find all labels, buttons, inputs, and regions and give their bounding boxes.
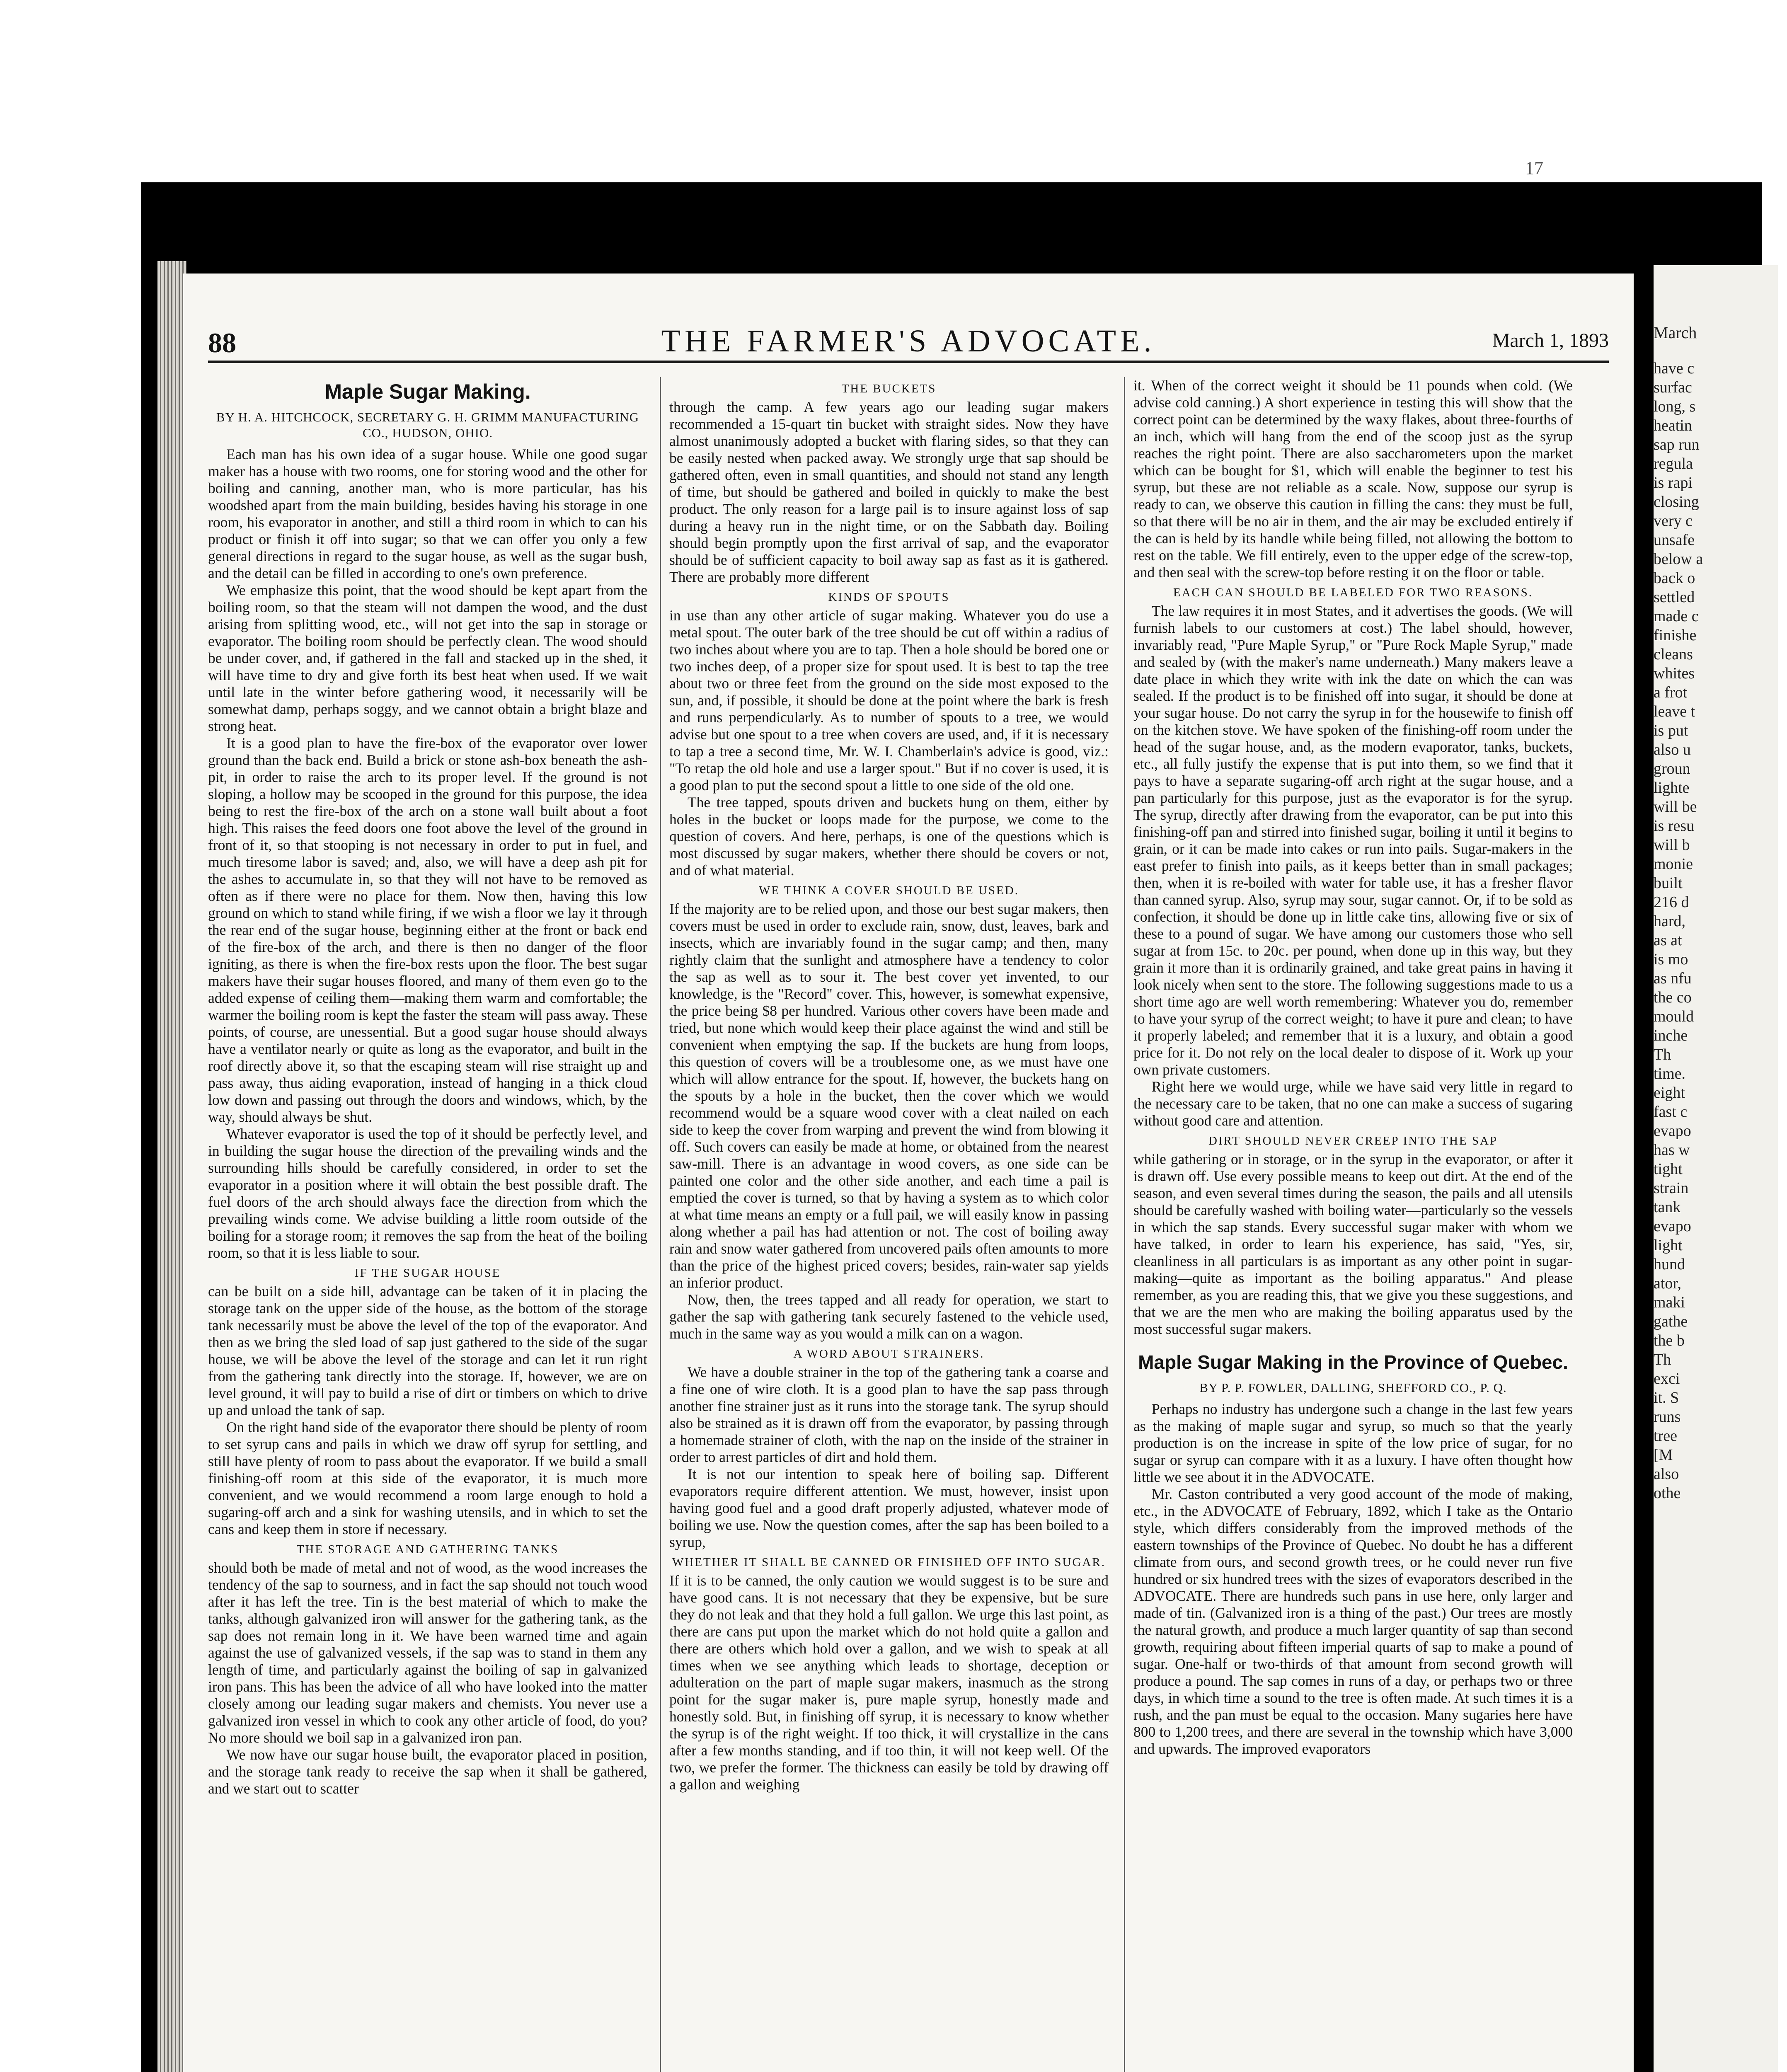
adjacent-page (1654, 265, 1778, 2072)
adjacent-page-line: regula (1654, 455, 1693, 472)
adjacent-page-line: mould (1654, 1008, 1694, 1025)
book-page-edges (157, 261, 186, 2072)
section-heading: DIRT SHOULD NEVER CREEP INTO THE SAP (1208, 1134, 1498, 1147)
adjacent-page-line: eight (1654, 1084, 1685, 1101)
adjacent-page-line: Th (1654, 1351, 1671, 1368)
adjacent-page-line: time. (1654, 1065, 1686, 1082)
paragraph: It is a good plan to have the fire-box of the evaporator over lower ground than the back end. Build a brick or stone ash-box beneath the ash-pit, in order to raise the arch to its proper level. If the ground is not sloping, a hollow may be scooped in the ground for this purpose, the idea being to rest the fire-box of the arch on a stone wall built about a foot high. This raises the feed doors one foot above the level of the ground in front of it, so that stooping is not necessary in order to put in fuel, and much tiresome labor is saved; and, also, we will have a deep ash pit for the ashes to accumulate in, so that they will not have to be removed as often as if there were no place for them. Now then, having this low ground on which to stand while firing, if we wish a floor we lay it through the rear end of the sugar house, beginning either at the front or back end of the fire-box of the arch, and there is then no danger of the floor igniting, as there is when the fire-box rests upon the floor. The best sugar makers have their sugar houses floored, and many of them even go to the added expense of ceiling them—making them warm and comfortable; the warmer the boiling room is kept the faster the steam will pass away. These points, of course, are unessential. But a good sugar house should always have a ventilator nearly or quite as long as the evaporator, and built in the roof directly above it, so that the escaping steam will rise straight up and pass away, thus aiding evaporation, instead of hanging in a thick cloud low down and passing out through the doors and windows, which, by the way, should always be shut. (208, 735, 647, 1125)
adjacent-page-line: inche (1654, 1027, 1688, 1044)
paragraph: Now, then, the trees tapped and all ready for operation, we start to gather the sap with gathering tank securely fastened to the vehicle used, much in the same way as you would a milk can on a wagon. (669, 1291, 1109, 1342)
scan-margin-top (0, 0, 1787, 182)
column-1 (208, 377, 647, 2072)
adjacent-page-line: ator, (1654, 1275, 1682, 1292)
page-number: 88 (208, 327, 236, 358)
adjacent-page-line: [M (1654, 1446, 1673, 1464)
adjacent-page-line: hund (1654, 1256, 1685, 1273)
adjacent-page-line: whites (1654, 665, 1695, 682)
paragraph: If the majority are to be relied upon, and those our best sugar makers, then covers must be used in order to exclude rain, snow, dust, leaves, bark and insects, which are invariably found in the sugar camp; and then, many rightly claim that the sunlight and atmosphere have a tendency to color the sap as well as to sour it. The best cover yet invented, to our knowledge, is the "Record" cover. This, however, is somewhat expensive, the price being $8 per hundred. Various other covers have been made and tried, but none which would keep their place against the wind and still be convenient when emptying the sap. If the buckets are hung from loops, this question of covers will be a troublesome one, as we must have one which will allow entrance for the spout. If, however, the buckets hang on the spouts by a hole in the bucket, then the cover which we would recommend would be a square wood cover with a cleat nailed on each side to keep the cover from warping and prevent the wind from blowing it off. Such covers can easily be made at home, or obtained from the nearest saw-mill. There is an advantage in wood covers, as one side can be painted one color and the other side another, and each time a pail is emptied the cover is turned, so that by having a system as to which color at what time means an empty or a full pail, we will easily know in passing along whether a pail has had attention or not. The cost of boiling away rain and snow water gathered from uncovered pails often amounts to more than the price of the highest priced covers; besides, rain-water sap yields an inferior product. (669, 900, 1109, 1291)
adjacent-page-line: Th (1654, 1046, 1671, 1063)
masthead: THE FARMER'S ADVOCATE. (661, 324, 1156, 358)
adjacent-page-line: strain (1654, 1179, 1689, 1197)
adjacent-page-line: maki (1654, 1294, 1685, 1311)
paragraph: Right here we would urge, while we have said very little in regard to the necessary care to be taken, that no one can make a success of sugaring without good care and attention. (1133, 1078, 1573, 1129)
paragraph: in use than any other article of sugar making. Whatever you do use a metal spout. The outer bark of the tree should be cut off within a radius of two inches about where you are to tap. Then a hole should be bored one or two inches deep, of a proper size for spout used. It is best to tap the tree about two or three feet from the ground on the side most exposed to the sun, and, if possible, it should be done at the point where the bark is fresh and runs perpendicularly. As to number of spouts to a tree, we would advise but one spout to a tree when covers are used, and, if it is necessary to tap a tree a second time, Mr. W. I. Chamberlain's advice is good, viz.: "To retap the old hole and use a larger spout." But if no cover is used, it is a good plan to put the second spout a little to one side of the old one. (669, 607, 1109, 794)
section-heading: WHETHER IT SHALL BE CANNED OR FINISHED OFF INTO SUGAR. (672, 1556, 1106, 1569)
section-heading: EACH CAN SHOULD BE LABELED FOR TWO REASONS. (1173, 586, 1533, 599)
adjacent-page-text (1654, 359, 1778, 1503)
adjacent-page-line: evapo (1654, 1122, 1691, 1140)
adjacent-page-line: light (1654, 1237, 1683, 1254)
adjacent-page-line: gathe (1654, 1313, 1688, 1330)
adjacent-page-line: othe (1654, 1484, 1681, 1502)
adjacent-page-line: groun (1654, 760, 1690, 777)
adjacent-page-line: also u (1654, 741, 1691, 758)
paragraph: We emphasize this point, that the wood should be kept apart from the boiling room, so that the steam will not dampen the wood, and the dust arising from splitting wood, etc., will not get into the sap in storage or evaporator. The boiling room should be perfectly clean. The wood should be under cover, and, if gathered in the fall and stacked up in the shed, it will have time to dry and give forth its best heat when used. If we wait until late in the winter before gathering wood, it necessarily will be somewhat damp, perhaps soggy, and we cannot obtain a bright blaze and strong heat. (208, 582, 647, 734)
adjacent-page-line: tank (1654, 1198, 1681, 1216)
adjacent-page-line: have c (1654, 360, 1695, 377)
paragraph: through the camp. A few years ago our leading sugar makers recommended a 15-quart tin bucket with straight sides. Now they have almost unanimously adopted a bucket with flaring sides, so that they can be easily nested when packed away. We strongly urge that sap should be gathered often, even in small quantities, and should not stand any length of time, but should be gathered and boiled in quickly to make the best product. The only reason for a large pail is to insure against loss of sap during a heavy run in the night time, or on the Sabbath day. Boiling should begin promptly upon the first arrival of sap, and the evaporator should be of sufficient capacity to boil away sap as fast as it is gathered. There are probably more different (669, 399, 1109, 585)
paragraph: It is not our intention to speak here of boiling sap. Different evaporators require different attention. We must, however, insist upon having good fuel and a good draft properly adjusted, whatever mode of boiling we use. Now the question comes, after the sap has been boiled to a syrup, (669, 1466, 1109, 1550)
adjacent-page-line: very c (1654, 512, 1693, 530)
column-3 (1124, 377, 1573, 2072)
section-heading: A WORD ABOUT STRAINERS. (793, 1347, 985, 1360)
adjacent-page-line: long, s (1654, 398, 1696, 415)
paragraph: We have a double strainer in the top of the gathering tank a coarse and a fine one of wire cloth. It is a good plan to have the sap pass through another fine strainer just as it runs into the storage tank. The syrup should also be strained as it is drawn off from the evaporator, by passing through a homemade strainer of cloth, with the nap on the inside of the strainer in order to arrest particles of dirt and hold them. (669, 1364, 1109, 1465)
adjacent-page-line: monie (1654, 855, 1693, 873)
adjacent-page-line: also (1654, 1465, 1679, 1483)
adjacent-page-line: leave t (1654, 703, 1695, 720)
section-heading: KINDS OF SPOUTS (828, 591, 950, 604)
adjacent-page-line: closing (1654, 493, 1699, 511)
section-heading: IF THE SUGAR HOUSE (354, 1266, 501, 1280)
paragraph: If it is to be canned, the only caution we would suggest is to be sure and have good cans. It is not necessary that they be expensive, but be sure they do not leak and that they hold a full gallon. We urge this last point, as there are cans put upon the market which do not hold quite a gallon and there are others which hold over a gallon, and we wish to speak at all times when we see anything which leads to shortage, deception or adulteration on the part of maple sugar makers, inasmuch as the strong point for the sugar maker is, pure maple syrup, honestly made and honestly sold. But, in finishing off syrup, it is necessary to know whether the syrup is of the right weight. If too thick, it will crystallize in the cans after a few months standing, and if too thin, it will not keep well. Of the two, we prefer the former. The thickness can easily be told by drawing off a gallon and weighing (669, 1572, 1109, 1793)
adjacent-page-line: it. S (1654, 1389, 1679, 1406)
corner-mark: 17 (1525, 158, 1543, 178)
paragraph: Each man has his own idea of a sugar house. While one good sugar maker has a house with two rooms, one for storing wood and the other for boiling and canning, another man, who is more particular, has his woodshed apart from the main building, besides having his storage in one room, his evaporator in another, and still a third room in which to can his product or finish it off into sugar; so that we can offer you only a few general directions in regard to the sugar house, as well as the sugar bush, and the detail can be filled in according to one's own preference. (208, 446, 647, 581)
paragraph: Perhaps no industry has undergone such a change in the last few years as the making of maple sugar and syrup, so much so that the yearly production is on the increase in spite of the low price of sugar, for no sugar or syrup can compare with it as a luxury. I have often thought how little we see about it in the ADVOCATE. (1133, 1401, 1573, 1485)
section-heading: THE STORAGE AND GATHERING TANKS (296, 1543, 559, 1556)
adjacent-page-line: is put (1654, 722, 1688, 739)
adjacent-page-line: the co (1654, 989, 1692, 1006)
adjacent-page-line: as at (1654, 932, 1682, 949)
adjacent-page-header: March (1654, 323, 1697, 342)
section-heading: WE THINK A COVER SHOULD BE USED. (759, 884, 1019, 897)
adjacent-page-line: as nfu (1654, 970, 1692, 987)
adjacent-page-line: made c (1654, 608, 1699, 625)
adjacent-page-line: evapo (1654, 1218, 1691, 1235)
adjacent-page-line: is rapi (1654, 474, 1693, 491)
paragraph: We now have our sugar house built, the evaporator placed in position, and the storage tank ready to receive the sap when it shall be gathered, and we start out to scatter (208, 1746, 647, 1797)
adjacent-page-line: settled (1654, 588, 1695, 606)
article-title: Maple Sugar Making. (324, 380, 531, 403)
adjacent-page-line: will be (1654, 798, 1697, 816)
issue-date: March 1, 1893 (1492, 329, 1609, 351)
paragraph: Mr. Caston contributed a very good account of the mode of making, etc., in the ADVOCATE of February, 1892, which I take as the Ontario style, which differs considerably from the improved methods of the eastern townships of the Province of Quebec. No doubt he has a different climate from ours, and second growth trees, or he could never run five hundred or six hundred trees with the sizes of evaporators described in the ADVOCATE. There are hundreds such pans in use here, only larger and made of tin. (Galvanized iron is a thing of the past.) Our trees are mostly the natural growth, and produce a much larger quantity of sap than second growth, requiring about fifteen imperial quarts of sap to make a pound of sugar. One-half or two-thirds of that amount from second growth will produce a pound. The sap comes in runs of a day, or perhaps two or three days, in which time a sound to the tree is often made. At such times it is a rush, and the pan must be equal to the occasion. Many sugaries here have 800 to 1,200 trees, and there are several in the township which have 3,000 and upwards. The improved evaporators (1133, 1486, 1573, 1757)
adjacent-page-line: finishe (1654, 627, 1697, 644)
adjacent-page-line: fast c (1654, 1103, 1688, 1121)
paragraph: The law requires it in most States, and it advertises the goods. (We will furnish labels to our customers at cost.) The label should, however, invariably read, "Pure Maple Syrup," or "Pure Rock Maple Syrup," made and sealed by (with the maker's name underneath.) Many makers leave a date place in which they write with ink the date on which the can was sealed. If the product is to be finished off into sugar, it should be done at your sugar house. Do not carry the syrup in for the housewife to finish off on the kitchen stove. We have spoken of the finishing-off room under the head of the sugar house, and, as the modern evaporator, tanks, buckets, etc., all fully justify the expense that is put into them, so we find that it pays to have a separate sugaring-off arch right at the sugar house, and a pan particularly for this purpose, just as the evaporator is for the syrup. The syrup, directly after drawing from the evaporator, can be put into this finishing-off pan and stirred into finished sugar, boiling it until it begins to grain, or it can be made into cakes or run into pails. Sugar-makers in the east prefer to finish into pails, as it keeps better than in small packages; then, when it is re-boiled with water for table use, it has a fresher flavor than canned syrup. Also, syrup may sour, sugar cannot. Or, if to be sold as confection, it should be done up in little cake tins, allowing five or six of these to a pound of sugar. We have among our customers those who sell sugar at from 15c. to 20c. per pound, when done up in this way, but they grain it more than it is ordinarily grained, and take great pains in having it look nicely when sent to the store. The following suggestions made to us a short time ago are well worth remembering: Whatever you do, remember to have your syrup of the correct weight; to have it pure and clean; to have it properly labeled; and remember that it is a luxury, and obtain a good price for it. Do not rely on the local dealer to dispose of it. Work up your own private customers. (1133, 603, 1573, 1078)
adjacent-page-line: a frot (1654, 684, 1688, 701)
section-heading: THE BUCKETS (841, 382, 937, 395)
adjacent-page-line: tight (1654, 1160, 1683, 1178)
paragraph: The tree tapped, spouts driven and buckets hung on them, either by holes in the bucket or loops made for the purpose, we come to the question of covers. And here, perhaps, is one of the questions which is most discussed by sugar makers, whether there should be covers or not, and of what material. (669, 794, 1109, 879)
adjacent-page-line: exci (1654, 1370, 1680, 1387)
adjacent-page-line: lighte (1654, 779, 1690, 796)
adjacent-page-line: surfac (1654, 379, 1692, 396)
paragraph: it. When of the correct weight it should be 11 pounds when cold. (We advise cold canning.) A short experience in testing this will show that the correct point can be determined by the waxy flakes, about three-fourths of an inch, which will hang from the end of the scoop just as the syrup reaches the right point. There are also saccharometers upon the market which can be bought for $1, which will enable the beginner to test his syrup, but these are not reliable as a scale. Now, suppose our syrup is ready to can, we observe this caution in filling the cans: they must be full, so that there will be no air in them, and the air may be excluded entirely if the can is held by its handle while being filled, not allowing the bottom to rest on the table. We fill entirely, even to the upper edge of the screw-top, and then seal with the screw-top before resting it on the floor or table. (1133, 377, 1573, 581)
adjacent-page-line: runs (1654, 1408, 1681, 1426)
adjacent-page-line: heatin (1654, 417, 1692, 434)
paragraph: can be built on a side hill, advantage can be taken of it in placing the storage tank on the upper side of the house, as the bottom of the storage tank necessarily must be above the level of the top of the evaporator. And then as we bring the sled load of sap just gathered to the side of the sugar house, we will be above the level of the storage and can let it run right from the gathering tank directly into the storage. If, however, we are on level ground, it will pay to build a rise of dirt or timbers on which to drive up and unload the tank of sap. (208, 1283, 647, 1418)
newspaper-page (183, 274, 1634, 2072)
paragraph: should both be made of metal and not of wood, as the wood increases the tendency of the sap to sourness, and in fact the sap should not touch wood after it has left the tree. Tin is the best material of which to make the tanks, although galvanized iron will answer for the gathering tank, as the sap does not remain long in it. We have been warned time and again against the use of galvanized vessels, if the sap was to stand in them any length of time, and particularly against the boiling of sap in galvanized iron pans. This has been the advice of all who have looked into the matter closely among our leading sugar makers and chemists. You never use a galvanized iron vessel in which to cook any other article of food, do you? No more should we boil sap in a galvanized iron pan. (208, 1559, 647, 1746)
adjacent-page-line: unsafe (1654, 531, 1695, 549)
paragraph: On the right hand side of the evaporator there should be plenty of room to set syrup cans and pails in which we draw off syrup for settling, and still have plenty of room to pass about the evaporator. If we build a small finishing-off room at this side of the evaporator, it is much more convenient, and we would recommend a room large enough to hold a sugaring-off arch and a sink for washing utensils, and in which to set the cans and keep them in store if necessary. (208, 1419, 647, 1537)
adjacent-page-line: is mo (1654, 951, 1688, 968)
article-title: Maple Sugar Making in the Province of Quebec. (1138, 1351, 1568, 1373)
adjacent-page-line: cleans (1654, 646, 1693, 663)
adjacent-page-line: built (1654, 874, 1683, 892)
adjacent-page-line: is resu (1654, 817, 1695, 835)
paragraph: while gathering or in storage, or in the syrup in the evaporator, or after it is drawn off. Use every possible means to keep out dirt. At the end of the season, and even several times during the season, the pails and all utensils should be carefully washed with boiling water—particularly so the vessels in which the sap stands. Every successful sugar maker with whom we have talked, in order to learn his experience, has said, "Yes, sir, cleanliness in all particulars is as important as any other point in sugar-making—quite as important as the boiling apparatus." And please remember, as you are reading this, that we give you these suggestions, and that we are the men who are making the boiling apparatus used by the most successful sugar makers. (1133, 1151, 1573, 1337)
scan-margin-left (0, 0, 141, 2072)
paragraph: Whatever evaporator is used the top of it should be perfectly level, and in building the sugar house the direction of the prevailing winds and the surrounding hills should be carefully considered, in order to set the evaporator in a position where it will obtain the best possible draft. The fuel doors of the arch should always face the direction from which the prevailing winds come. We advise building a little room outside of the boiling for a storage room; it removes the sap from the heat of the boiling room, so that it is less liable to sour. (208, 1126, 647, 1261)
adjacent-page-line: hard, (1654, 913, 1686, 930)
adjacent-page-line: has w (1654, 1141, 1690, 1159)
adjacent-page-line: will b (1654, 836, 1690, 854)
article-byline: BY P. P. FOWLER, DALLING, SHEFFORD CO., P. Q. (1199, 1380, 1507, 1395)
adjacent-page-line: 216 d (1654, 893, 1689, 911)
adjacent-page-line: sap run (1654, 436, 1700, 453)
adjacent-page-line: back o (1654, 569, 1695, 587)
page-header (208, 323, 1609, 363)
adjacent-page-line: tree (1654, 1427, 1677, 1445)
article-byline: BY H. A. HITCHCOCK, SECRETARY G. H. GRIMM MANUFACTURING CO., HUDSON, OHIO. (216, 410, 639, 440)
adjacent-page-line: the b (1654, 1332, 1685, 1349)
adjacent-page-line: below a (1654, 550, 1703, 568)
column-2 (660, 377, 1109, 2072)
